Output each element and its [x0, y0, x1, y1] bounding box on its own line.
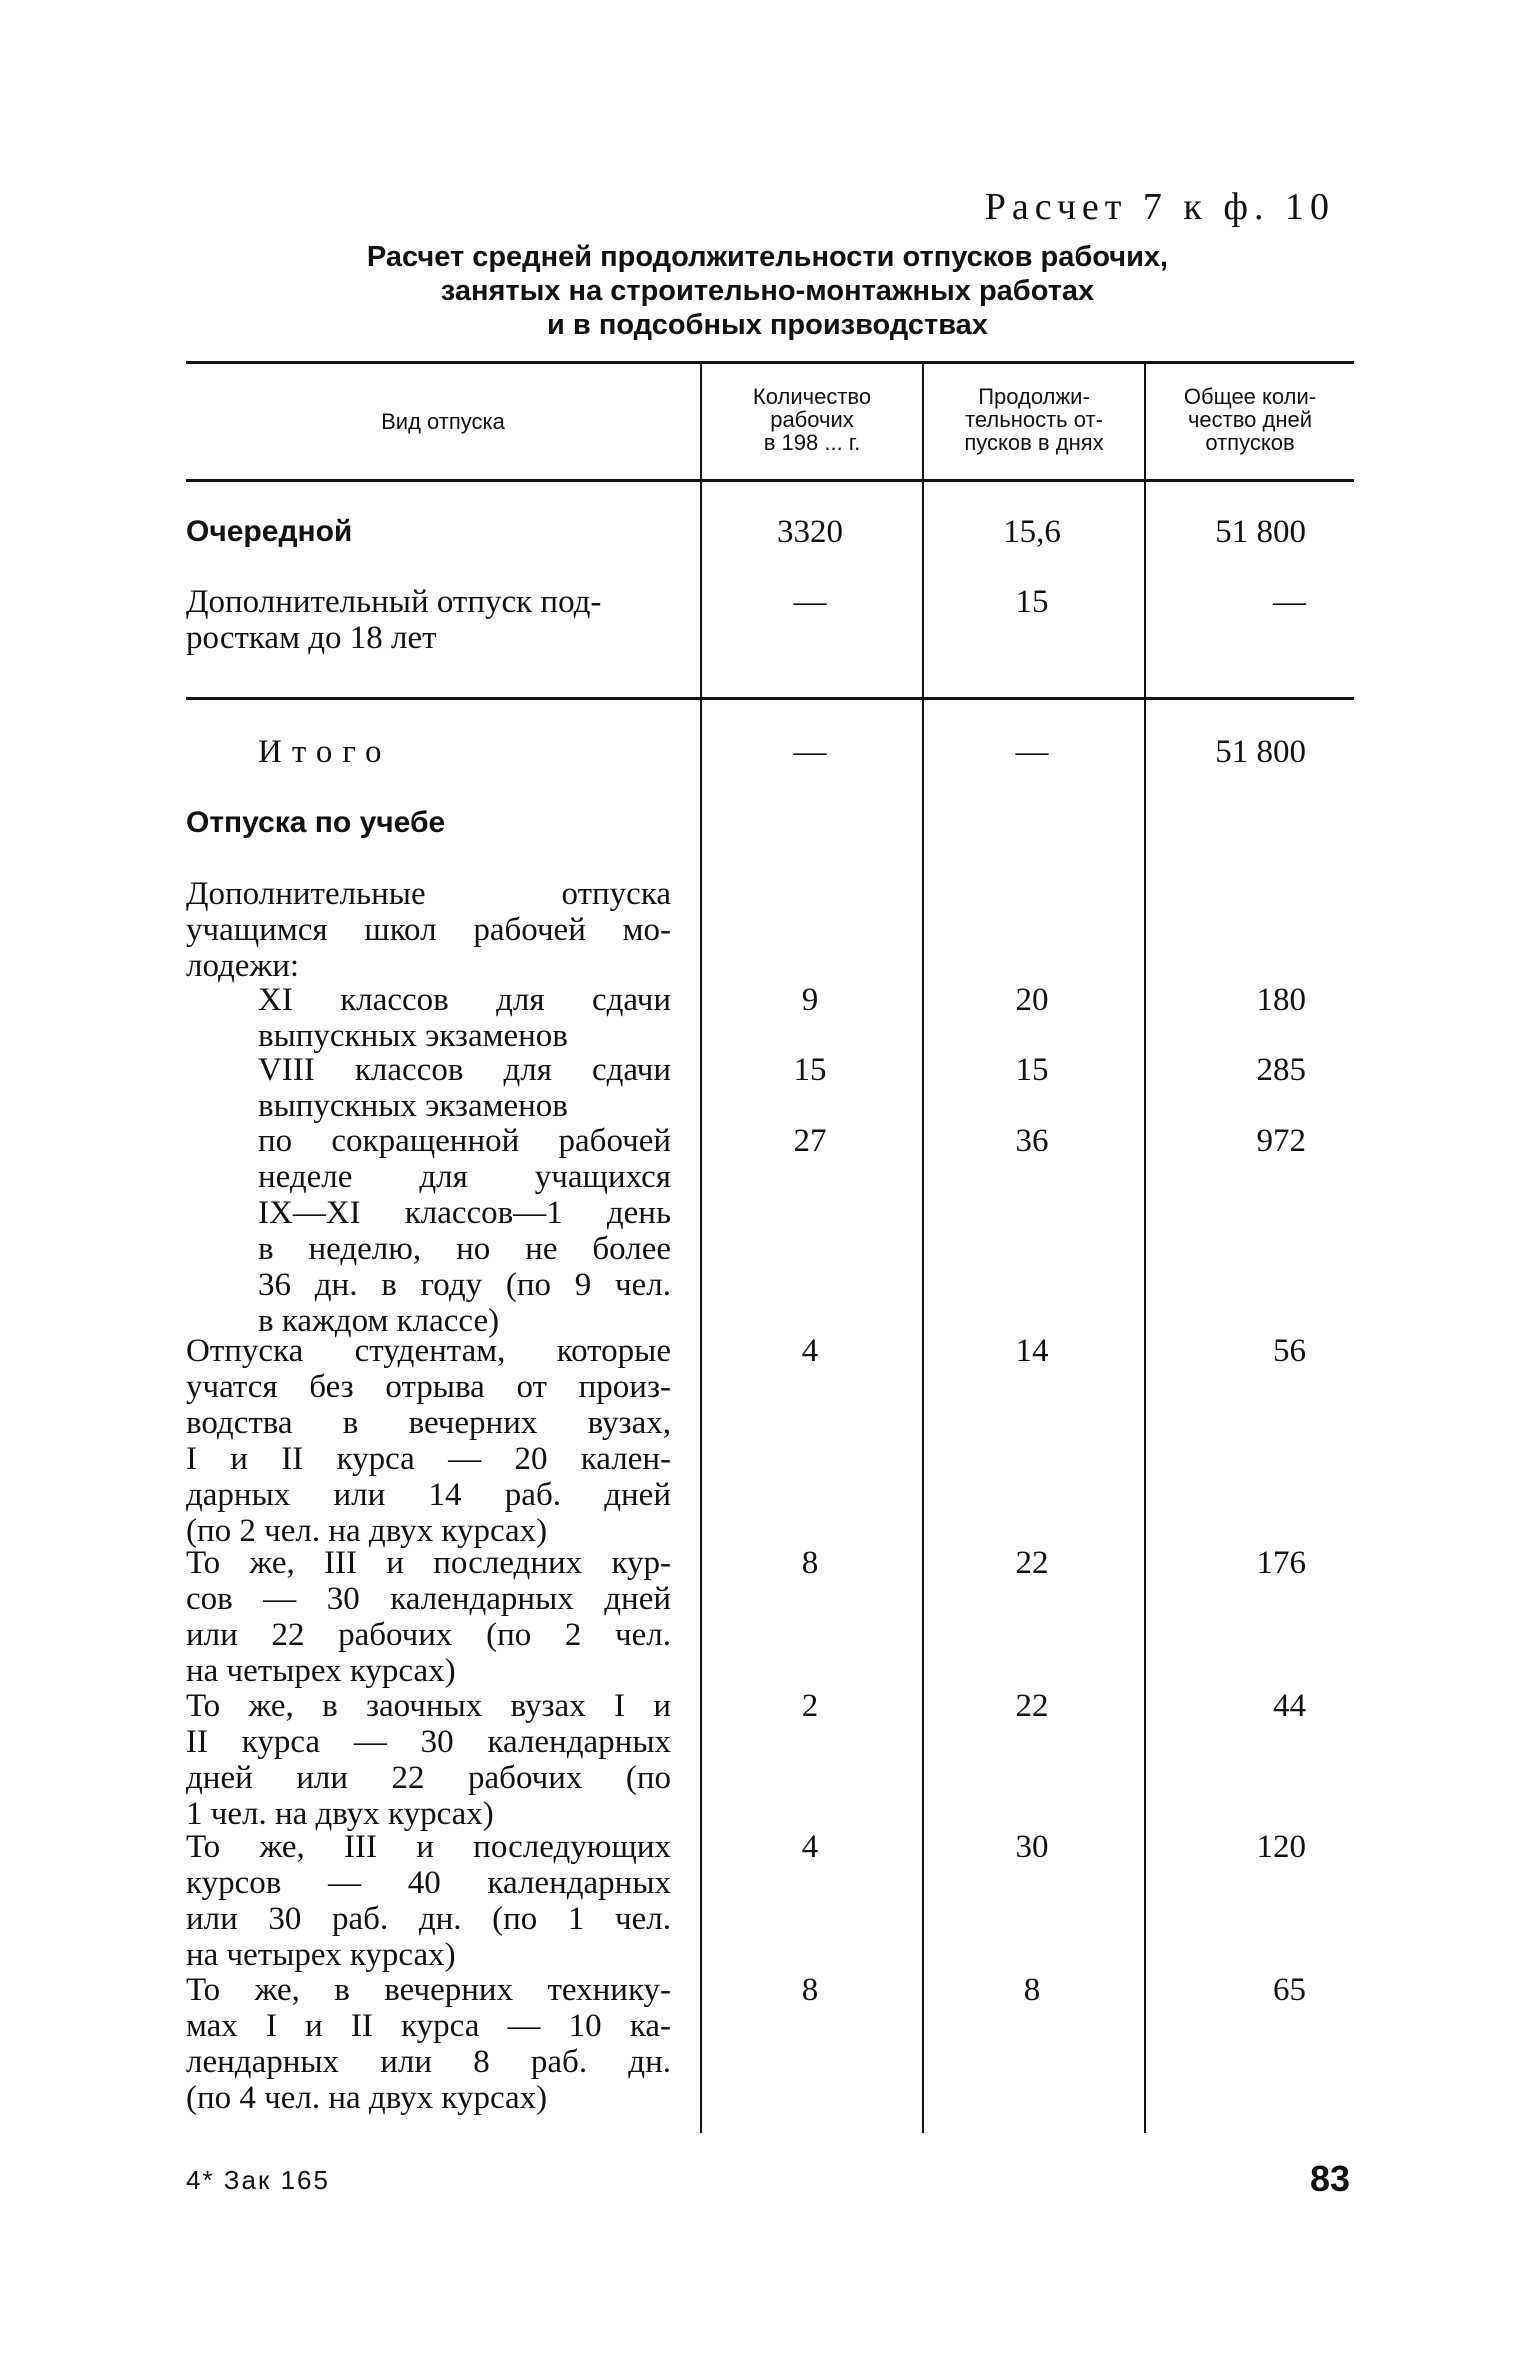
footer-order-number: 4* Зак 165	[186, 2165, 330, 2195]
title-line: и в подсобных производствах	[547, 309, 988, 341]
title-line: Расчет средней продолжительности отпусков рабочих,	[366, 241, 1169, 273]
row-label-correspondence-1-2: То же, в заочных вузах I и II курса — 30 календарных дней или 22 рабочих (по 1 чел. на двух курсах)	[186, 1688, 671, 1832]
table-total-rule	[186, 697, 1354, 700]
cell-days: 15	[1015, 584, 1049, 620]
row-label-school-intro: Дополнительные отпуска учащимся школ рабочей мо- лодежи:	[186, 876, 671, 984]
cell-days: 30	[1015, 1829, 1049, 1865]
cell-workers: —	[793, 734, 827, 770]
cell-workers: —	[793, 584, 827, 620]
cell-total: 65	[1273, 1972, 1306, 2008]
cell-workers: 2	[801, 1688, 819, 1724]
page-title	[0, 240, 1535, 342]
cell-total: 51 800	[1215, 734, 1306, 770]
cell-days: 36	[1015, 1123, 1049, 1159]
cell-total: —	[1273, 584, 1306, 620]
cell-days: 22	[1015, 1688, 1049, 1724]
cell-workers: 15	[793, 1052, 827, 1088]
cell-workers: 4	[801, 1333, 819, 1369]
cell-days: —	[1015, 734, 1049, 770]
cell-total: 972	[1256, 1123, 1306, 1159]
column-header-type: Вид отпуска	[381, 409, 505, 434]
column-divider	[1144, 363, 1146, 2133]
cell-total: 56	[1273, 1333, 1306, 1369]
cell-workers: 8	[801, 1972, 819, 2008]
table-top-rule	[186, 361, 1354, 364]
title-line: занятых на строительно-монтажных работах	[440, 275, 1095, 307]
table-caption-ref: Расчет 7 к ф. 10	[984, 186, 1335, 228]
cell-total: 180	[1256, 982, 1306, 1018]
column-header-duration: Продолжи- тельность от- пусков в днях	[964, 384, 1104, 455]
cell-days: 20	[1015, 982, 1049, 1018]
row-label-regular: Очередной	[186, 515, 353, 548]
cell-days: 15,6	[1003, 514, 1061, 550]
row-label-teen-leave: Дополнительный отпуск под- росткам до 18 лет	[186, 584, 602, 656]
table-header-rule	[186, 479, 1354, 482]
row-label-evening-technicum: То же, в вечерних технику- мах I и II курса — 10 ка- лендарных или 8 раб. дн. (по 4 чел. на двух курсах)	[186, 1972, 671, 2116]
cell-total: 176	[1256, 1545, 1306, 1581]
cell-total: 51 800	[1215, 514, 1306, 550]
column-header-total-days: Общее коли- чество дней отпусков	[1183, 384, 1317, 455]
row-label-grade-11: XI классов для сдачи выпускных экзаменов	[258, 982, 671, 1054]
cell-total: 120	[1256, 1829, 1306, 1865]
cell-workers: 3320	[777, 514, 843, 550]
column-header-workers: Количество рабочих в 198 ... г.	[752, 384, 872, 455]
cell-workers: 4	[801, 1829, 819, 1865]
row-label-total: Итого	[258, 734, 392, 770]
column-divider	[922, 363, 924, 2133]
cell-total: 44	[1273, 1688, 1306, 1724]
cell-days: 8	[1023, 1972, 1041, 2008]
cell-workers: 9	[801, 982, 819, 1018]
row-label-short-week: по сокращенной рабочей неделе для учащихся IX—XI классов—1 день в неделю, но не более 36 дн. в году (по 9 чел. в каждом классе)	[258, 1123, 671, 1339]
row-label-grade-8: VIII классов для сдачи выпускных экзаменов	[258, 1052, 671, 1124]
section-heading-study-leave: Отпуска по учебе	[186, 806, 446, 839]
column-divider	[700, 363, 702, 2133]
page-number: 83	[1310, 2158, 1351, 2199]
cell-days: 15	[1015, 1052, 1049, 1088]
row-label-evening-univ-1-2: Отпуска студентам, которые учатся без отрыва от произ- водства в вечерних вузах, I и II курса — 20 кален- дарных или 14 раб. дней (по 2 чел. на двух курсах)	[186, 1333, 671, 1549]
row-label-correspondence-3-plus: То же, III и последующих курсов — 40 календарных или 30 раб. дн. (по 1 чел. на четырех курсах)	[186, 1829, 671, 1973]
cell-workers: 27	[793, 1123, 827, 1159]
cell-workers: 8	[801, 1545, 819, 1581]
cell-days: 14	[1015, 1333, 1049, 1369]
cell-total: 285	[1256, 1052, 1306, 1088]
cell-days: 22	[1015, 1545, 1049, 1581]
row-label-evening-univ-3-plus: То же, III и последних кур- сов — 30 календарных дней или 22 рабочих (по 2 чел. на четырех курсах)	[186, 1545, 671, 1689]
